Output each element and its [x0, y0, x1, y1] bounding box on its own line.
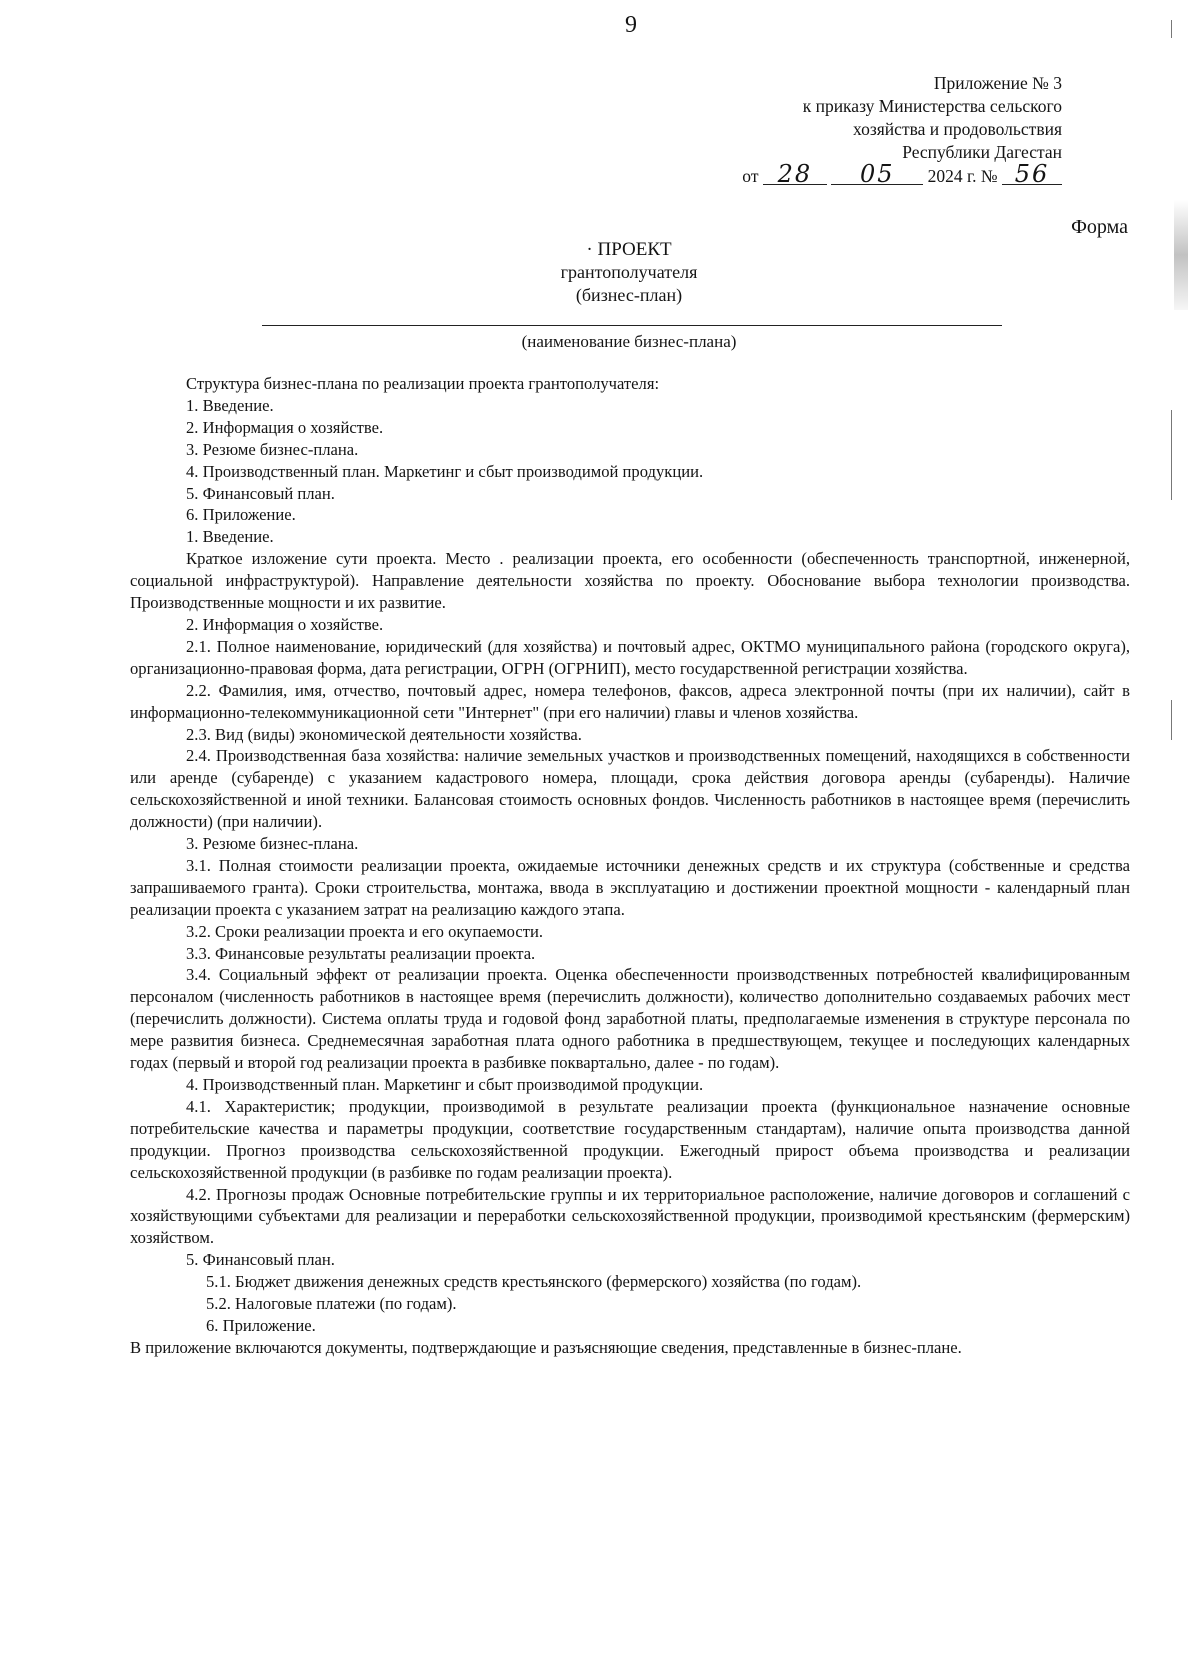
paragraph: 2.3. Вид (виды) экономической деятельности хозяйства.: [186, 724, 582, 744]
paragraph: 5. Финансовый план.: [186, 1250, 335, 1270]
paragraph: 6. Приложение.: [186, 505, 296, 525]
page-number: 9: [625, 12, 637, 38]
paragraph: 2.1. Полное наименование, юридический (для хозяйства) и почтовый адрес, ОКТМО муниципального района (городского округа), организационно-правовая форма, дата регистрации, ОГРН (ОГРНИП), место государственной регистрации хозяйства.: [130, 636, 1130, 678]
paragraph: Краткое изложение сути проекта. Место . реализации проекта, его особенности (обеспеченность транспортной, инженерной, социальной инфраструктурой). Направление деятельности хозяйства по проекту. Обоснование выбора технологии производства. Производственные мощности и их развитие.: [130, 549, 1130, 613]
appendix-line-2: к приказу Министерства сельского: [802, 96, 1062, 116]
scan-edge-tick: [1171, 700, 1172, 740]
paragraph: 3. Резюме бизнес-плана.: [186, 834, 359, 854]
paragraph: 3. Резюме бизнес-плана.: [186, 439, 359, 459]
scan-edge-tick: [1171, 410, 1172, 500]
paragraph: 5.1. Бюджет движения денежных средств крестьянского (фермерского) хозяйства (по годам).: [206, 1272, 862, 1292]
appendix-line-1: Приложение № 3: [933, 73, 1062, 93]
project-type: (бизнес-план): [575, 285, 683, 305]
order-day-handwritten: 28: [763, 164, 827, 185]
business-plan-name-caption: (наименование бизнес-плана): [521, 332, 737, 351]
paragraph: 5.2. Налоговые платежи (по годам).: [206, 1294, 457, 1314]
project-title: · ПРОЕКТ: [586, 239, 672, 260]
appendix-line-3: хозяйства и продовольствия: [853, 119, 1062, 139]
paragraph: 3.3. Финансовые результаты реализации проекта.: [186, 943, 536, 963]
paragraph: 4. Производственный план. Маркетинг и сбыт производимой продукции.: [186, 461, 704, 481]
appendix-header: [662, 72, 1062, 188]
order-date-line: [662, 160, 1062, 188]
document-body: [130, 373, 1130, 1359]
scan-edge-tick: [1171, 20, 1172, 38]
paragraph: В приложение включаются документы, подтверждающие и разъясняющие сведения, представленные в бизнес-плане.: [130, 1337, 962, 1357]
order-number-handwritten: 56: [1002, 164, 1062, 185]
paragraph: 4.2. Прогнозы продаж Основные потребительские группы и их территориальное расположение, наличие договоров и соглашений с хозяйствующими субъектами для реализации и переработки сельскохозяйственной продукции, производимой крестьянским (фермерским) хозяйством.: [130, 1184, 1130, 1248]
form-label: Форма: [1071, 216, 1128, 238]
appendix-line-4: Республики Дагестан: [902, 142, 1062, 162]
order-prefix: от: [742, 166, 759, 186]
paragraph: Структура бизнес-плана по реализации проекта грантополучателя:: [186, 374, 660, 393]
order-year: 2024 г. №: [927, 166, 998, 186]
title-block: [254, 238, 1004, 307]
paragraph: 2.2. Фамилия, имя, отчество, почтовый адрес, номера телефонов, факсов, адреса электронной почты (при их наличии), сайт в информационно-телекоммуникационной сети "Интернет" (при его наличии) главы и членов хозяйства.: [130, 680, 1130, 722]
paragraph: 3.2. Сроки реализации проекта и его окупаемости.: [186, 921, 544, 941]
paragraph: 3.1. Полная стоимости реализации проекта, ожидаемые источники денежных средств и их структура (собственные и средства запрашиваемого гранта). Сроки строительства, монтажа, ввода в эксплуатацию и достижении проектной мощности - календарный план реализации проекта с указанием затрат на реализацию каждого этапа.: [130, 855, 1130, 919]
paragraph: 4. Производственный план. Маркетинг и сбыт производимой продукции.: [186, 1075, 704, 1094]
order-month-handwritten: 05: [831, 164, 923, 185]
paragraph: 2. Информация о хозяйстве.: [186, 614, 384, 634]
project-subtitle: грантополучателя: [560, 262, 698, 282]
business-plan-name-line: [262, 325, 1002, 326]
paragraph: 4.1. Характеристик; продукции, производимой в результате реализации проекта (функциональное назначение основные потребительские качества и параметры продукции, соответствие государственным стандартам), наличие опыта производства данной продукции. Прогноз производства сельскохозяйственной продукции. Ежегодный прирост объема производства и реализации сельскохозяйственной продукции (в разбивке по годам реализации проекта).: [130, 1096, 1130, 1182]
paragraph: 2.4. Производственная база хозяйства: наличие земельных участков и производственных помещений, находящихся в собственности или аренде (субаренде) с указанием кадастрового номера, площади, срока действия договора аренды (субаренды). Наличие сельскохозяйственной и иной техники. Балансовая стоимость основных фондов. Численность работников в настоящее время (перечислить должности) (при наличии).: [130, 746, 1130, 832]
paragraph: 3.4. Социальный эффект от реализации проекта. Оценка обеспеченности производственных потребностей квалифицированным персоналом (численность работников в настоящее время (перечислить должности), количество дополнительно создаваемых рабочих мест (перечислить должности). Система оплаты труда и годовой фонд заработной платы, предполагаемые изменения в структуре персонала по мере развития бизнеса. Среднемесячная заработная плата одного работника в предшествующем, текущее и последующих календарных годах (первый и второй год реализации проекта в разбивке поквартально, далее - по годам).: [130, 965, 1130, 1073]
scan-edge-artifact: [1174, 200, 1188, 310]
paragraph: 2. Информация о хозяйстве.: [186, 417, 384, 437]
paragraph: 6. Приложение.: [206, 1315, 316, 1335]
paragraph: 1. Введение.: [186, 527, 274, 547]
paragraph: 1. Введение.: [186, 395, 274, 415]
paragraph: 5. Финансовый план.: [186, 483, 335, 503]
